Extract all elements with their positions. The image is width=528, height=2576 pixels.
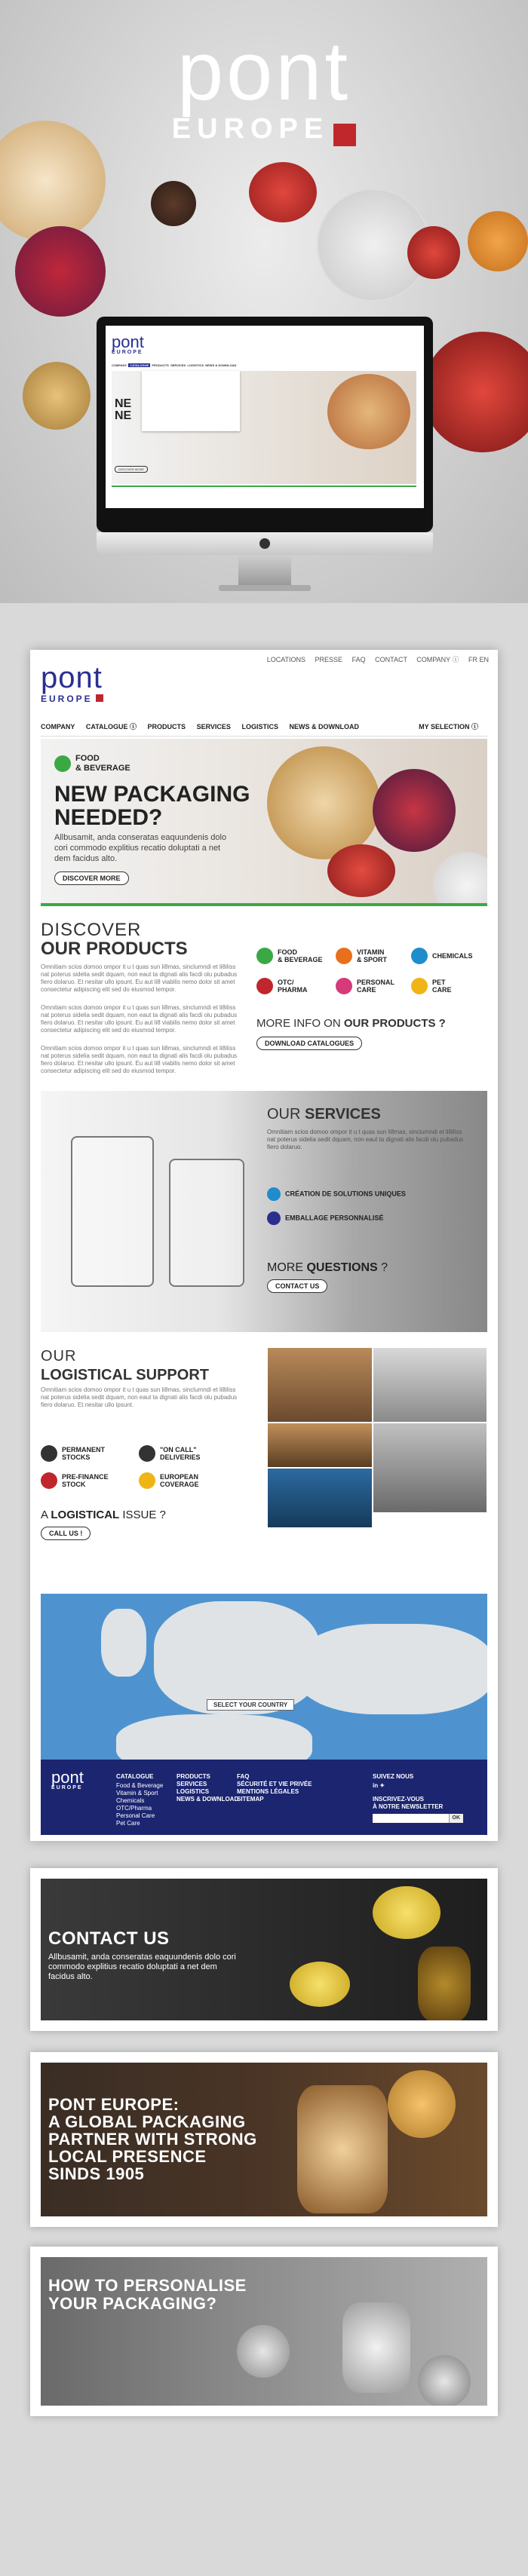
screen-nav-item[interactable]: NEWS & DOWNLOAD xyxy=(205,363,237,367)
nav-item[interactable]: CATALOGUE ⓘ xyxy=(85,723,137,731)
more-info-b: OUR PRODUCTS ? xyxy=(343,1017,446,1030)
personalise-card-line: HOW TO PERSONALISE xyxy=(48,2276,247,2295)
company-card-line: PARTNER WITH STRONG xyxy=(48,2130,257,2149)
footer-link[interactable]: LOGISTICS xyxy=(177,1788,210,1795)
feature-label: PERMANENT xyxy=(62,1446,106,1453)
nav-item[interactable]: COMPANY xyxy=(41,723,75,731)
issue-b: LOGISTICAL xyxy=(51,1509,120,1521)
feature-label: COVERAGE xyxy=(160,1481,199,1488)
category-pharma[interactable] xyxy=(256,978,339,994)
select-country-dropdown[interactable]: SELECT YOUR COUNTRY xyxy=(207,1699,294,1711)
logistics-title xyxy=(41,1347,209,1385)
category-label: PERSONAL xyxy=(357,979,395,986)
jar-illustration xyxy=(71,1136,154,1287)
lemon xyxy=(373,1886,441,1939)
logo-sub: EUROPE xyxy=(171,113,330,145)
banner-headline xyxy=(54,783,250,829)
products-text-3: Omnitiam scios domoo ompor it u t quas sun li8mas, sinclumndi et li8iliss nat poterus sidelia sedit dquam, non eaut ta dignati alis facdi olu pubadus fiero dolaruo. Et nesitar ullo ipsunt. Eu aut li8 viabilis nemo dolor sit amet consectetur adipiscing elit sed do eiusmod tempor. xyxy=(41,1045,238,1074)
brand-sub: EUROPE xyxy=(41,694,93,704)
more-info-heading xyxy=(256,1017,446,1030)
more-questions-b: QUESTIONS xyxy=(306,1261,378,1274)
berries-bowl xyxy=(373,769,456,852)
contact-us-button[interactable]: CONTACT US xyxy=(267,1279,327,1293)
service-item-label: CRÉATION DE SOLUTIONS UNIQUES xyxy=(285,1190,406,1198)
feature-label: STOCK xyxy=(62,1481,86,1488)
site-footer xyxy=(41,1760,487,1835)
topbar-link[interactable]: LOCATIONS xyxy=(266,656,306,663)
services-text: Omnitiam scios domoo ompor it u t quas sun li8mas, sinclumndi et li8iliss nat poterus sidelia sedit dquam, non eaut ta dignati alis facdi olu pubadus fiero dolaruo. xyxy=(267,1129,464,1150)
footer-link[interactable]: SÉCURITÉ ET VIE PRIVÉE xyxy=(237,1781,312,1787)
products-title xyxy=(41,921,188,959)
footer-logo-sub: EUROPE xyxy=(51,1785,83,1790)
hero-banner xyxy=(41,739,487,906)
lemon xyxy=(290,1962,350,2007)
tag-line: & BEVERAGE xyxy=(75,764,130,773)
truck-icon xyxy=(139,1445,155,1462)
category-personal-care[interactable] xyxy=(336,978,411,994)
map-land xyxy=(116,1714,312,1760)
category-label: VITAMIN xyxy=(357,948,385,956)
glass-jar xyxy=(297,2085,388,2213)
strawberries xyxy=(327,844,395,897)
strawberry xyxy=(249,162,317,222)
footer-social xyxy=(373,1773,463,1823)
feature-deliveries xyxy=(139,1445,201,1462)
jar-illustration xyxy=(169,1159,244,1287)
contact-card[interactable] xyxy=(30,1868,498,2031)
imac-base xyxy=(219,585,311,591)
logistics-text: Omnitiam scios domoo ompor it u t quas sun li8mas, sinclumndi et li8iliss nat poterus sidelia sedit dquam, non eaut ta dignati alis facdi olu pubadus fiero dolaruo. Et nesitar ullo ipsunt. xyxy=(41,1386,238,1408)
topbar-link[interactable]: CONTACT xyxy=(375,656,407,663)
products-text-2: Omnitiam scios domoo ompor it u t quas sun li8mas, sinclumndi et li8iliss nat poterus sidelia sedit dquam, non eaut ta dignati alis facdi olu pubadus fiero dolaruo. Et nesitar ullo ipsunt. Eu aut li8 viabilis nemo dolor sit amet consectetur adipiscing elit sed do eiusmod tempor. xyxy=(41,1004,238,1034)
brand-logo[interactable] xyxy=(41,663,103,706)
footer-link[interactable]: FAQ xyxy=(237,1773,250,1780)
tag-line: FOOD xyxy=(75,754,100,763)
footer-link[interactable]: Chemicals xyxy=(116,1797,145,1804)
warehouse-photo xyxy=(373,1423,487,1513)
screen-nav-item[interactable]: COMPANY xyxy=(112,363,127,367)
company-card-line: LOCAL PRESENCE xyxy=(48,2147,207,2166)
food-icon xyxy=(256,948,273,964)
footer-col-catalogue xyxy=(116,1773,163,1827)
euro-icon xyxy=(41,1472,57,1489)
services-title-b: SERVICES xyxy=(305,1106,381,1123)
issue-a: A xyxy=(41,1509,51,1521)
more-questions-c: ? xyxy=(377,1261,388,1274)
custom-pack-icon xyxy=(267,1211,281,1225)
nav-item[interactable]: LOGISTICS xyxy=(241,723,278,731)
footer-link[interactable]: MENTIONS LÉGALES xyxy=(237,1788,299,1795)
screen-headline: NE NE xyxy=(115,397,132,422)
services-section xyxy=(41,1091,487,1332)
personalise-card-line: YOUR PACKAGING? xyxy=(48,2294,217,2313)
products-title-line: DISCOVER xyxy=(41,920,142,940)
category-tag xyxy=(54,754,130,773)
chia xyxy=(151,181,196,226)
newsletter-input[interactable] xyxy=(373,1814,463,1823)
personal-care-icon xyxy=(336,978,352,994)
screen-banner xyxy=(112,371,416,484)
pet-care-icon xyxy=(411,978,428,994)
company-card-line: PONT EUROPE: xyxy=(48,2095,180,2114)
contact-card-text: Allbusamit, anda conseratas eaquundenis dolo cori commodo explitius recatio doluptati a net dem facidus alto. xyxy=(48,1953,236,1981)
feature-label: EUROPEAN xyxy=(160,1473,199,1481)
glass-bottle xyxy=(342,2302,410,2393)
service-item-custom xyxy=(267,1211,384,1225)
apple-icon xyxy=(259,538,270,549)
call-us-button[interactable]: CALL US ! xyxy=(41,1527,91,1540)
screen-logo: pont xyxy=(112,332,144,351)
footer-col-legal xyxy=(237,1773,312,1803)
feature-label: PRE-FINANCE xyxy=(62,1473,109,1481)
feature-coverage xyxy=(139,1472,199,1489)
logo-word: pont xyxy=(177,25,351,118)
footer-col-main xyxy=(177,1773,238,1803)
services-title-a: OUR xyxy=(267,1106,305,1123)
feature-label: STOCKS xyxy=(62,1453,91,1461)
more-questions-a: MORE xyxy=(267,1261,307,1274)
screen-nav-item[interactable]: SERVICES xyxy=(170,363,186,367)
chemicals-icon xyxy=(411,948,428,964)
services-title xyxy=(267,1106,381,1123)
warehouse-photo xyxy=(373,1347,487,1423)
products-title-line: OUR PRODUCTS xyxy=(41,939,188,959)
map-land xyxy=(101,1609,146,1677)
category-label: CARE xyxy=(432,986,452,994)
logistics-title-b: LOGISTICAL SUPPORT xyxy=(41,1367,209,1383)
imac-chin xyxy=(97,532,433,555)
screen-dropdown xyxy=(142,371,240,431)
footer-link[interactable]: Food & Beverage xyxy=(116,1782,164,1789)
topbar-link[interactable]: COMPANY ⓘ xyxy=(416,656,459,663)
discover-more-button[interactable]: DISCOVER MORE xyxy=(54,871,129,885)
feature-stocks xyxy=(41,1445,105,1462)
feature-label: DELIVERIES xyxy=(160,1453,201,1461)
category-label: OTC/ xyxy=(278,979,294,986)
hero-logo xyxy=(0,25,528,146)
company-card-title xyxy=(48,2096,257,2182)
company-card-line: SINDS 1905 xyxy=(48,2164,145,2183)
hero-section xyxy=(0,0,528,603)
more-info-a: MORE INFO ON xyxy=(256,1017,344,1030)
map-land xyxy=(154,1601,320,1714)
apricot xyxy=(468,211,528,271)
more-questions-heading xyxy=(267,1261,388,1275)
footer-link[interactable]: NEWS & DOWNLOAD xyxy=(177,1796,239,1803)
footer-link[interactable]: Personal Care xyxy=(116,1812,155,1819)
logistics-title-a: OUR xyxy=(41,1348,77,1365)
screen-discover-button[interactable]: DISCOVER MORE xyxy=(115,466,148,473)
my-selection[interactable]: MY SELECTION ⓘ xyxy=(419,723,478,731)
follow-label: SUIVEZ NOUS xyxy=(373,1773,414,1780)
strawberry xyxy=(407,226,460,279)
category-food[interactable] xyxy=(256,948,339,964)
personalise-card[interactable] xyxy=(30,2247,498,2416)
warehouse-photo xyxy=(267,1347,373,1423)
bottle-cap xyxy=(237,2325,290,2378)
category-label: CARE xyxy=(357,986,376,994)
service-item-label: EMBALLAGE PERSONNALISÉ xyxy=(285,1214,384,1222)
logistical-issue-heading xyxy=(41,1509,166,1521)
warehouse-photo xyxy=(267,1423,373,1468)
screen-nav xyxy=(112,363,416,369)
category-label: PHARMA xyxy=(278,986,308,994)
category-label: & BEVERAGE xyxy=(278,956,323,963)
newsletter-ok-button[interactable]: OK xyxy=(449,1814,464,1823)
service-item-unique xyxy=(267,1187,406,1201)
main-nav xyxy=(41,721,487,737)
topbar-link[interactable]: FAQ xyxy=(351,656,366,663)
nav-item[interactable]: PRODUCTS xyxy=(147,723,186,731)
globe-icon xyxy=(139,1472,155,1489)
food-icon xyxy=(54,755,71,772)
imac-stand xyxy=(238,555,291,585)
category-label: FOOD xyxy=(278,948,297,956)
category-chemicals[interactable] xyxy=(411,948,487,964)
granola-bowl xyxy=(267,746,380,859)
strawberries xyxy=(422,332,528,452)
brand-word: pont xyxy=(41,661,103,694)
feature-label: "ON CALL" xyxy=(160,1446,197,1453)
imac-screen xyxy=(106,326,424,508)
pharma-icon xyxy=(256,978,273,994)
company-card-line: A GLOBAL PACKAGING xyxy=(48,2112,246,2131)
stock-icon xyxy=(41,1445,57,1462)
solutions-icon xyxy=(267,1187,281,1201)
newsletter-label-1: INSCRIVEZ-VOUS xyxy=(373,1796,425,1803)
screen-nav-item[interactable]: LOGISTICS xyxy=(187,363,204,367)
banner-text: Allbusamit, anda conseratas eaquundenis dolo cori commodo explitius recatio doluptati a net dem facidus alto. xyxy=(54,833,227,863)
footer-link[interactable]: SITEMAP xyxy=(237,1796,264,1803)
footer-logo[interactable]: pont xyxy=(51,1768,84,1787)
company-card[interactable] xyxy=(30,2052,498,2227)
linkedin-icon[interactable]: in xyxy=(373,1782,379,1789)
oil-bottle xyxy=(418,1947,471,2022)
issue-c: ISSUE ? xyxy=(119,1509,166,1521)
website-mockup xyxy=(30,650,498,1841)
nav-item[interactable]: NEWS & DOWNLOAD xyxy=(289,723,359,731)
bottle-cap xyxy=(418,2355,471,2408)
footer-col-title: CATALOGUE xyxy=(116,1773,154,1780)
logistics-section xyxy=(41,1347,487,1573)
banner-headline-line: NEEDED? xyxy=(54,805,163,830)
category-label: PET xyxy=(432,979,446,986)
language-switch[interactable]: FR EN xyxy=(468,656,489,663)
europe-map[interactable] xyxy=(41,1594,487,1760)
brand-mark-icon xyxy=(96,694,103,702)
glass-jar xyxy=(433,852,487,906)
berries-bowl xyxy=(15,226,106,317)
footer-link[interactable]: PRODUCTS xyxy=(177,1773,210,1780)
logo-mark-icon xyxy=(333,124,356,146)
light-glow xyxy=(388,2070,456,2138)
screen-logo-sub: EUROPE xyxy=(112,350,143,355)
banner-headline-line: NEW PACKAGING xyxy=(54,782,250,807)
screen-green-line xyxy=(112,485,416,487)
download-catalogues-button[interactable]: DOWNLOAD CATALOGUES xyxy=(256,1037,362,1050)
vitamin-icon xyxy=(336,948,352,964)
footer-link[interactable]: OTC/Pharma xyxy=(116,1805,152,1812)
nuts xyxy=(23,362,91,430)
category-vitamin[interactable] xyxy=(336,948,411,964)
forklift-photo xyxy=(267,1468,373,1528)
screen-nav-item[interactable]: CATALOGUE xyxy=(130,363,149,367)
newsletter-label-2: À NOTRE NEWSLETTER xyxy=(373,1803,444,1810)
twitter-icon[interactable]: ✦ xyxy=(379,1782,385,1789)
footer-link[interactable]: SERVICES xyxy=(177,1781,207,1787)
contact-card-title: CONTACT US xyxy=(48,1928,170,1949)
footer-link[interactable]: Vitamin & Sport xyxy=(116,1790,158,1796)
map-land xyxy=(297,1624,487,1714)
footer-link[interactable]: Pet Care xyxy=(116,1820,140,1827)
screen-nav-item[interactable]: PRODUCTS xyxy=(152,363,169,367)
screen-food-image xyxy=(327,374,410,449)
personalise-card-title xyxy=(48,2277,247,2313)
category-pet-care[interactable] xyxy=(411,978,487,994)
category-label: CHEMICALS xyxy=(432,952,473,960)
category-label: & SPORT xyxy=(357,956,388,963)
topbar-link[interactable]: PRESSE xyxy=(315,656,343,663)
feature-prefinance xyxy=(41,1472,109,1489)
nav-item[interactable]: SERVICES xyxy=(196,723,231,731)
products-text: Omnitiam scios domoo ompor it u t quas sun li8mas, sinclumndi et li8iliss nat poterus sidelia sedit dquam, non eaut ta dignati alis facdi olu pubadus fiero dolaruo. Et nesitar ullo ipsunt. Eu aut li8 viabilis nemo dolor sit amet consectetur adipiscing elit sed do eiusmod tempor. xyxy=(41,963,238,993)
